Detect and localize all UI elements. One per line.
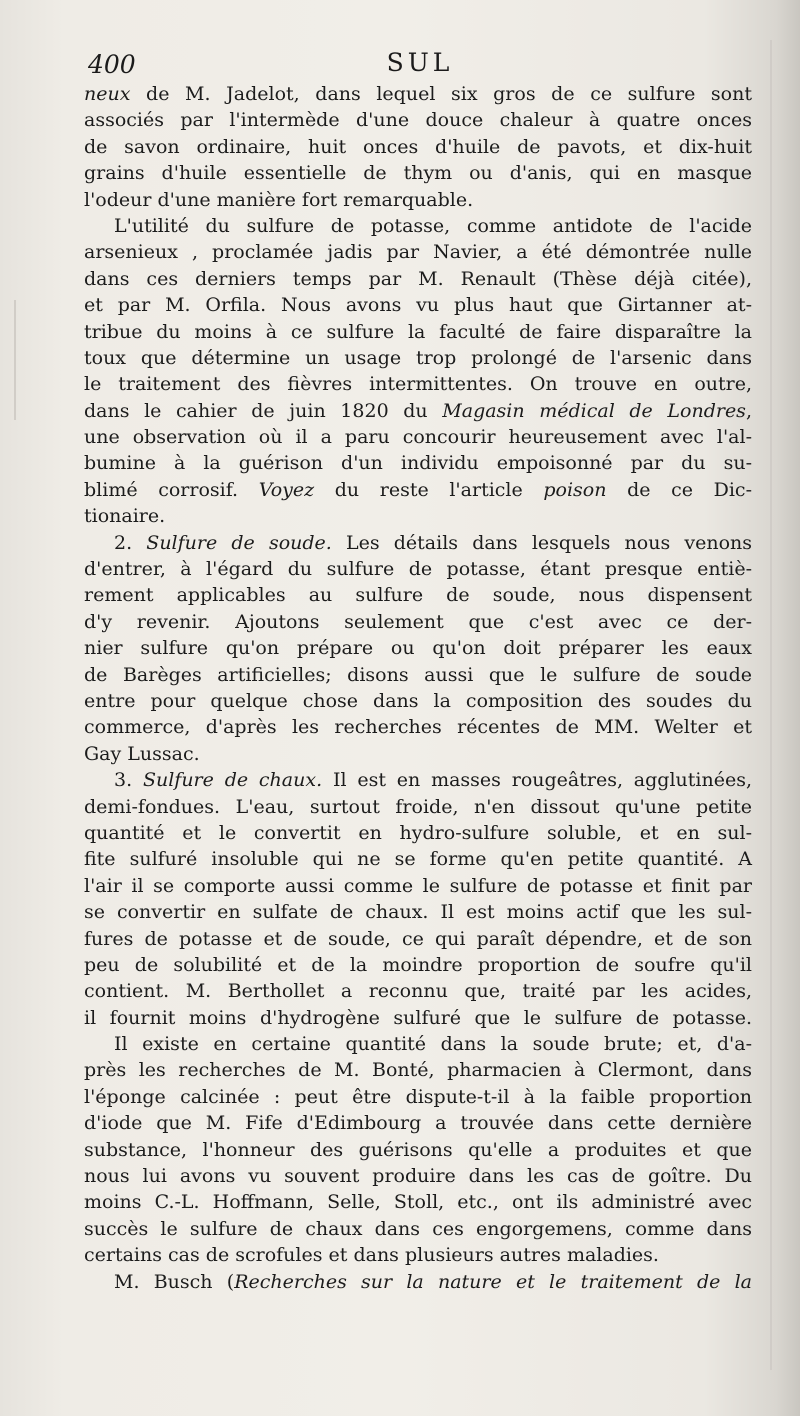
text-line <box>84 978 752 1004</box>
text-segment: Gay Lussac. <box>84 742 200 765</box>
text-line <box>84 1031 752 1057</box>
text-segment: il fournit moins d'hydrogène sulfuré que le sulfure de potasse. <box>84 1006 752 1029</box>
text-segment: une observation où il a paru concourir heureusement avec l'al- <box>84 426 752 449</box>
text-segment: commerce, d'après les recherches récentes de MM. Welter et <box>84 716 752 739</box>
text-segment: succès le sulfure de chaux dans ces engorgemens, comme dans <box>84 1217 752 1240</box>
text-segment: le traitement des fièvres intermittentes. On trouve en outre, <box>84 373 752 396</box>
text-segment: grains d'huile essentielle de thym ou d'anis, qui en masque <box>84 162 752 185</box>
text-segment: 2. <box>114 531 147 554</box>
text-line <box>84 187 752 213</box>
text-line <box>84 134 752 160</box>
text-line <box>84 345 752 371</box>
text-segment: 3. <box>114 769 143 792</box>
text-segment: de M. Jadelot, dans lequel six gros de ce sulfure sont <box>130 83 752 105</box>
text-segment: l'éponge calcinée : peut être dispute-t-il à la faible proportion <box>84 1085 752 1108</box>
text-line <box>84 714 752 740</box>
text-line <box>84 292 752 318</box>
text-line <box>84 266 752 292</box>
text-segment: peu de solubilité et de la moindre proportion de soufre qu'il <box>84 953 752 976</box>
text-line <box>84 873 752 899</box>
text-segment: demi-fondues. L'eau, surtout froide, n'en dissout qu'une petite <box>84 795 752 818</box>
text-segment: L'utilité du sulfure de potasse, comme antidote de l'acide <box>114 214 752 237</box>
text-segment: contient. M. Berthollet a reconnu que, traité par les acides, <box>84 980 752 1003</box>
running-head: SUL <box>386 48 454 77</box>
text-segment: dans le cahier de juin 1820 du <box>84 399 443 422</box>
text-line <box>84 1084 752 1110</box>
text-line <box>84 530 752 556</box>
text-segment: et par M. Orfila. Nous avons vu plus haut que Girtanner at- <box>84 294 752 317</box>
italic-text-segment: Sulfure de chaux. <box>142 769 323 792</box>
page-number: 400 <box>88 50 136 79</box>
text-segment: toux que détermine un usage trop prolongé de l'arsenic dans <box>84 346 752 369</box>
text-line <box>84 1005 752 1031</box>
text-line <box>84 213 752 239</box>
text-line <box>84 609 752 635</box>
text-line <box>84 556 752 582</box>
text-segment: de ce Dic- <box>606 478 752 501</box>
text-segment: tribue du moins à ce sulfure la faculté de faire disparaître la <box>84 320 752 343</box>
text-segment: de Barèges artificielles; disons aussi que le sulfure de soude <box>84 663 752 686</box>
paper-blemish <box>770 40 772 1370</box>
text-segment: l'odeur d'une manière fort remarquable. <box>84 188 474 211</box>
text-line <box>84 503 752 529</box>
text-line <box>84 794 752 820</box>
text-line <box>84 107 752 133</box>
text-line <box>84 582 752 608</box>
text-line <box>84 899 752 925</box>
text-segment: entre pour quelque chose dans la composition des soudes du <box>84 689 752 712</box>
italic-text-segment: neux <box>84 83 131 105</box>
text-segment: Il est en masses rougeâtres, agglutinées, <box>322 769 752 792</box>
text-line <box>84 688 752 714</box>
text-line <box>84 319 752 345</box>
text-line <box>84 160 752 186</box>
text-segment: nier sulfure qu'on prépare ou qu'on doit préparer les eaux <box>84 637 752 660</box>
text-line <box>84 1269 752 1295</box>
text-segment: près les recherches de M. Bonté, pharmacien à Clermont, dans <box>84 1059 752 1082</box>
text-segment: moins C.-L. Hoffmann, Selle, Stoll, etc., ont ils administré avec <box>84 1191 752 1214</box>
text-segment: associés par l'intermède d'une douce chaleur à quatre onces <box>84 109 752 132</box>
text-segment: fures de potasse et de soude, ce qui paraît dépendre, et de son <box>84 927 752 950</box>
text-segment: quantité et le convertit en hydro-sulfure soluble, et en sul- <box>84 821 752 844</box>
text-segment: rement applicables au sulfure de soude, nous dispensent <box>84 584 752 607</box>
text-line <box>84 424 752 450</box>
text-line <box>84 477 752 503</box>
text-line <box>84 371 752 397</box>
text-line <box>84 1216 752 1242</box>
text-line <box>84 1137 752 1163</box>
text-segment: fite sulfuré insoluble qui ne se forme qu'en petite quantité. A <box>84 848 752 871</box>
text-segment: blimé corrosif. <box>84 478 259 501</box>
text-segment: bumine à la guérison d'un individu empoisonné par du su- <box>84 452 752 475</box>
text-line <box>84 741 752 767</box>
text-line <box>84 450 752 476</box>
italic-text-segment: poison <box>543 478 607 501</box>
text-line <box>84 846 752 872</box>
text-line <box>84 398 752 424</box>
paper-blemish <box>14 300 16 420</box>
text-line <box>84 239 752 265</box>
text-line <box>84 635 752 661</box>
text-segment: certains cas de scrofules et dans plusieurs autres maladies. <box>84 1244 659 1267</box>
text-segment: d'iode que M. Fife d'Edimbourg a trouvée dans cette dernière <box>84 1112 752 1135</box>
text-line <box>84 1163 752 1189</box>
text-line <box>84 926 752 952</box>
text-line <box>84 1242 752 1268</box>
text-line <box>84 820 752 846</box>
text-line <box>84 767 752 793</box>
italic-text-segment: Recherches sur la nature et le traitement de la <box>234 1270 752 1293</box>
italic-text-segment: Magasin médical de Londres <box>442 399 746 422</box>
text-segment: d'entrer, à l'égard du sulfure de potasse, étant presque entiè- <box>84 558 752 581</box>
text-segment: , <box>745 399 752 422</box>
text-segment: dans ces derniers temps par M. Renault (Thèse déjà citée), <box>84 267 752 290</box>
text-segment: substance, l'honneur des guérisons qu'elle a produites et que <box>84 1138 752 1161</box>
text-segment: Les détails dans lesquels nous venons <box>331 531 752 554</box>
italic-text-segment: Voyez <box>258 478 315 501</box>
text-line <box>84 81 752 107</box>
text-segment: Il existe en certaine quantité dans la soude brute; et, d'a- <box>114 1033 752 1056</box>
page-header <box>88 44 752 80</box>
text-segment: de savon ordinaire, huit onces d'huile de pavots, et dix-huit <box>84 135 752 158</box>
text-segment: nous lui avons vu souvent produire dans les cas de goître. Du <box>84 1165 752 1188</box>
italic-text-segment: Sulfure de soude. <box>146 531 332 554</box>
text-segment: l'air il se comporte aussi comme le sulfure de potasse et finit par <box>84 874 752 897</box>
body-text <box>84 81 752 1295</box>
text-line <box>84 952 752 978</box>
text-segment: tionaire. <box>84 505 166 528</box>
text-line <box>84 662 752 688</box>
text-segment: du reste l'article <box>314 478 544 501</box>
text-line <box>84 1057 752 1083</box>
text-segment: se convertir en sulfate de chaux. Il est moins actif que les sul- <box>84 901 752 924</box>
text-segment: arsenieux , proclamée jadis par Navier, a été démontrée nulle <box>84 241 752 264</box>
text-segment: M. Busch ( <box>114 1270 235 1293</box>
text-segment: d'y revenir. Ajoutons seulement que c'est avec ce der- <box>84 610 752 633</box>
text-line <box>84 1189 752 1215</box>
text-line <box>84 1110 752 1136</box>
